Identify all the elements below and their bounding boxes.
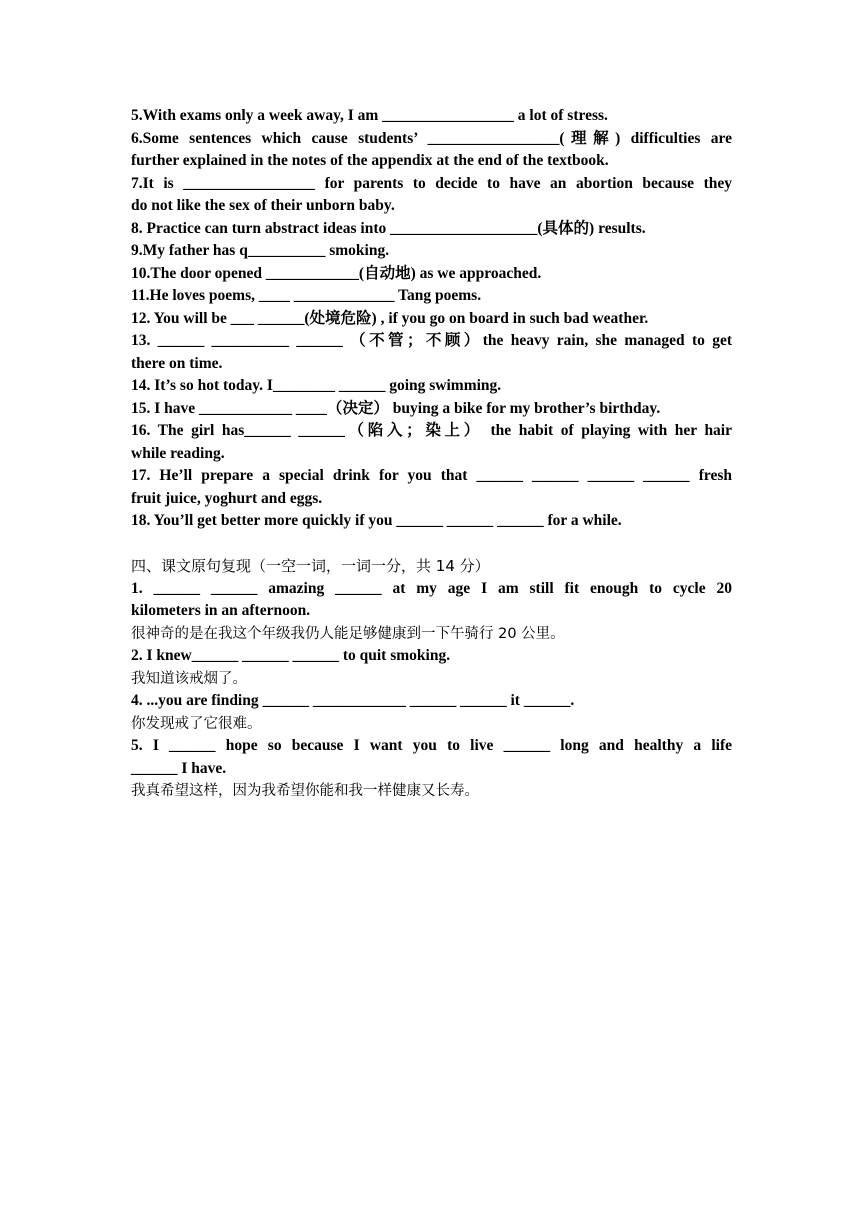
question-17-line-1: 17. He’ll prepare a special drink for you that ______ ______ ______ ______ fresh (131, 467, 732, 484)
sentence-5-line-2: ______ I have. (131, 759, 227, 777)
sentence-1-line-1: 1. ______ ______ amazing ______ at my age I am still fit enough to cycle 20 (131, 579, 732, 597)
question-17-line-2: fruit juice, yoghurt and eggs. (131, 489, 323, 507)
question-14: 14. It’s so hot today. I________ ______ going swimming. (131, 377, 502, 394)
sentence-4-translation: 你发现戒了它很难。 (131, 715, 262, 732)
question-11: 11.He loves poems, ____ _____________ Tang poems. (131, 287, 482, 304)
question-6-line-1: 6.Some sentences which cause students’ _________________(理解) difficulties are (131, 129, 732, 147)
question-7-line-2: do not like the sex of their unborn baby. (131, 197, 395, 214)
question-10: 10.The door opened ____________(自动地) as we approached. (131, 264, 542, 282)
section-4 (131, 555, 732, 803)
section-4-title: 四、课文原句复现（一空一词，一词一分，共 14 分） (131, 557, 490, 575)
sentence-5-line-1: 5. I ______ hope so because I want you to live ______ long and healthy a life (131, 737, 732, 754)
question-7-line-1: 7.It is _________________ for parents to decide to have an abortion because they (131, 174, 732, 192)
question-13-line-1: 13. ______ __________ ______ （不管；不顾）the heavy rain, she managed to get (131, 332, 732, 349)
question-16-line-2: while reading. (131, 444, 225, 462)
question-8: 8. Practice can turn abstract ideas into ___________________(具体的) results. (131, 219, 646, 237)
worksheet-page (131, 105, 732, 803)
section-3-questions (131, 105, 732, 533)
question-9: 9.My father has q__________ smoking. (131, 242, 390, 259)
question-5: 5.With exams only a week away, I am _________________ a lot of stress. (131, 107, 608, 124)
question-15: 15. I have ____________ ____（决定） buying a bike for my brother’s birthday. (131, 399, 661, 417)
question-12: 12. You will be ___ ______(处境危险) , if you go on board in such bad weather. (131, 309, 649, 327)
sentence-4: 4. ...you are finding ______ ____________ ______ ______ it ______. (131, 692, 575, 709)
sentence-2: 2. I knew______ ______ ______ to quit smoking. (131, 647, 451, 664)
sentence-1-line-2: kilometers in an afternoon. (131, 602, 311, 619)
question-18: 18. You’ll get better more quickly if you ______ ______ ______ for a while. (131, 512, 622, 529)
section-spacer (131, 533, 732, 556)
question-6-line-2: further explained in the notes of the appendix at the end of the textbook. (131, 152, 609, 169)
sentence-1-translation: 很神奇的是在我这个年级我仍人能足够健康到一下午骑行 20 公里。 (131, 625, 565, 642)
sentence-2-translation: 我知道该戒烟了。 (131, 670, 247, 687)
question-13-line-2: there on time. (131, 354, 223, 372)
question-16-line-1: 16. The girl has______ ______（陷入；染上） the habit of playing with her hair (131, 422, 732, 439)
sentence-5-translation: 我真希望这样，因为我希望你能和我一样健康又长寿。 (131, 783, 479, 799)
